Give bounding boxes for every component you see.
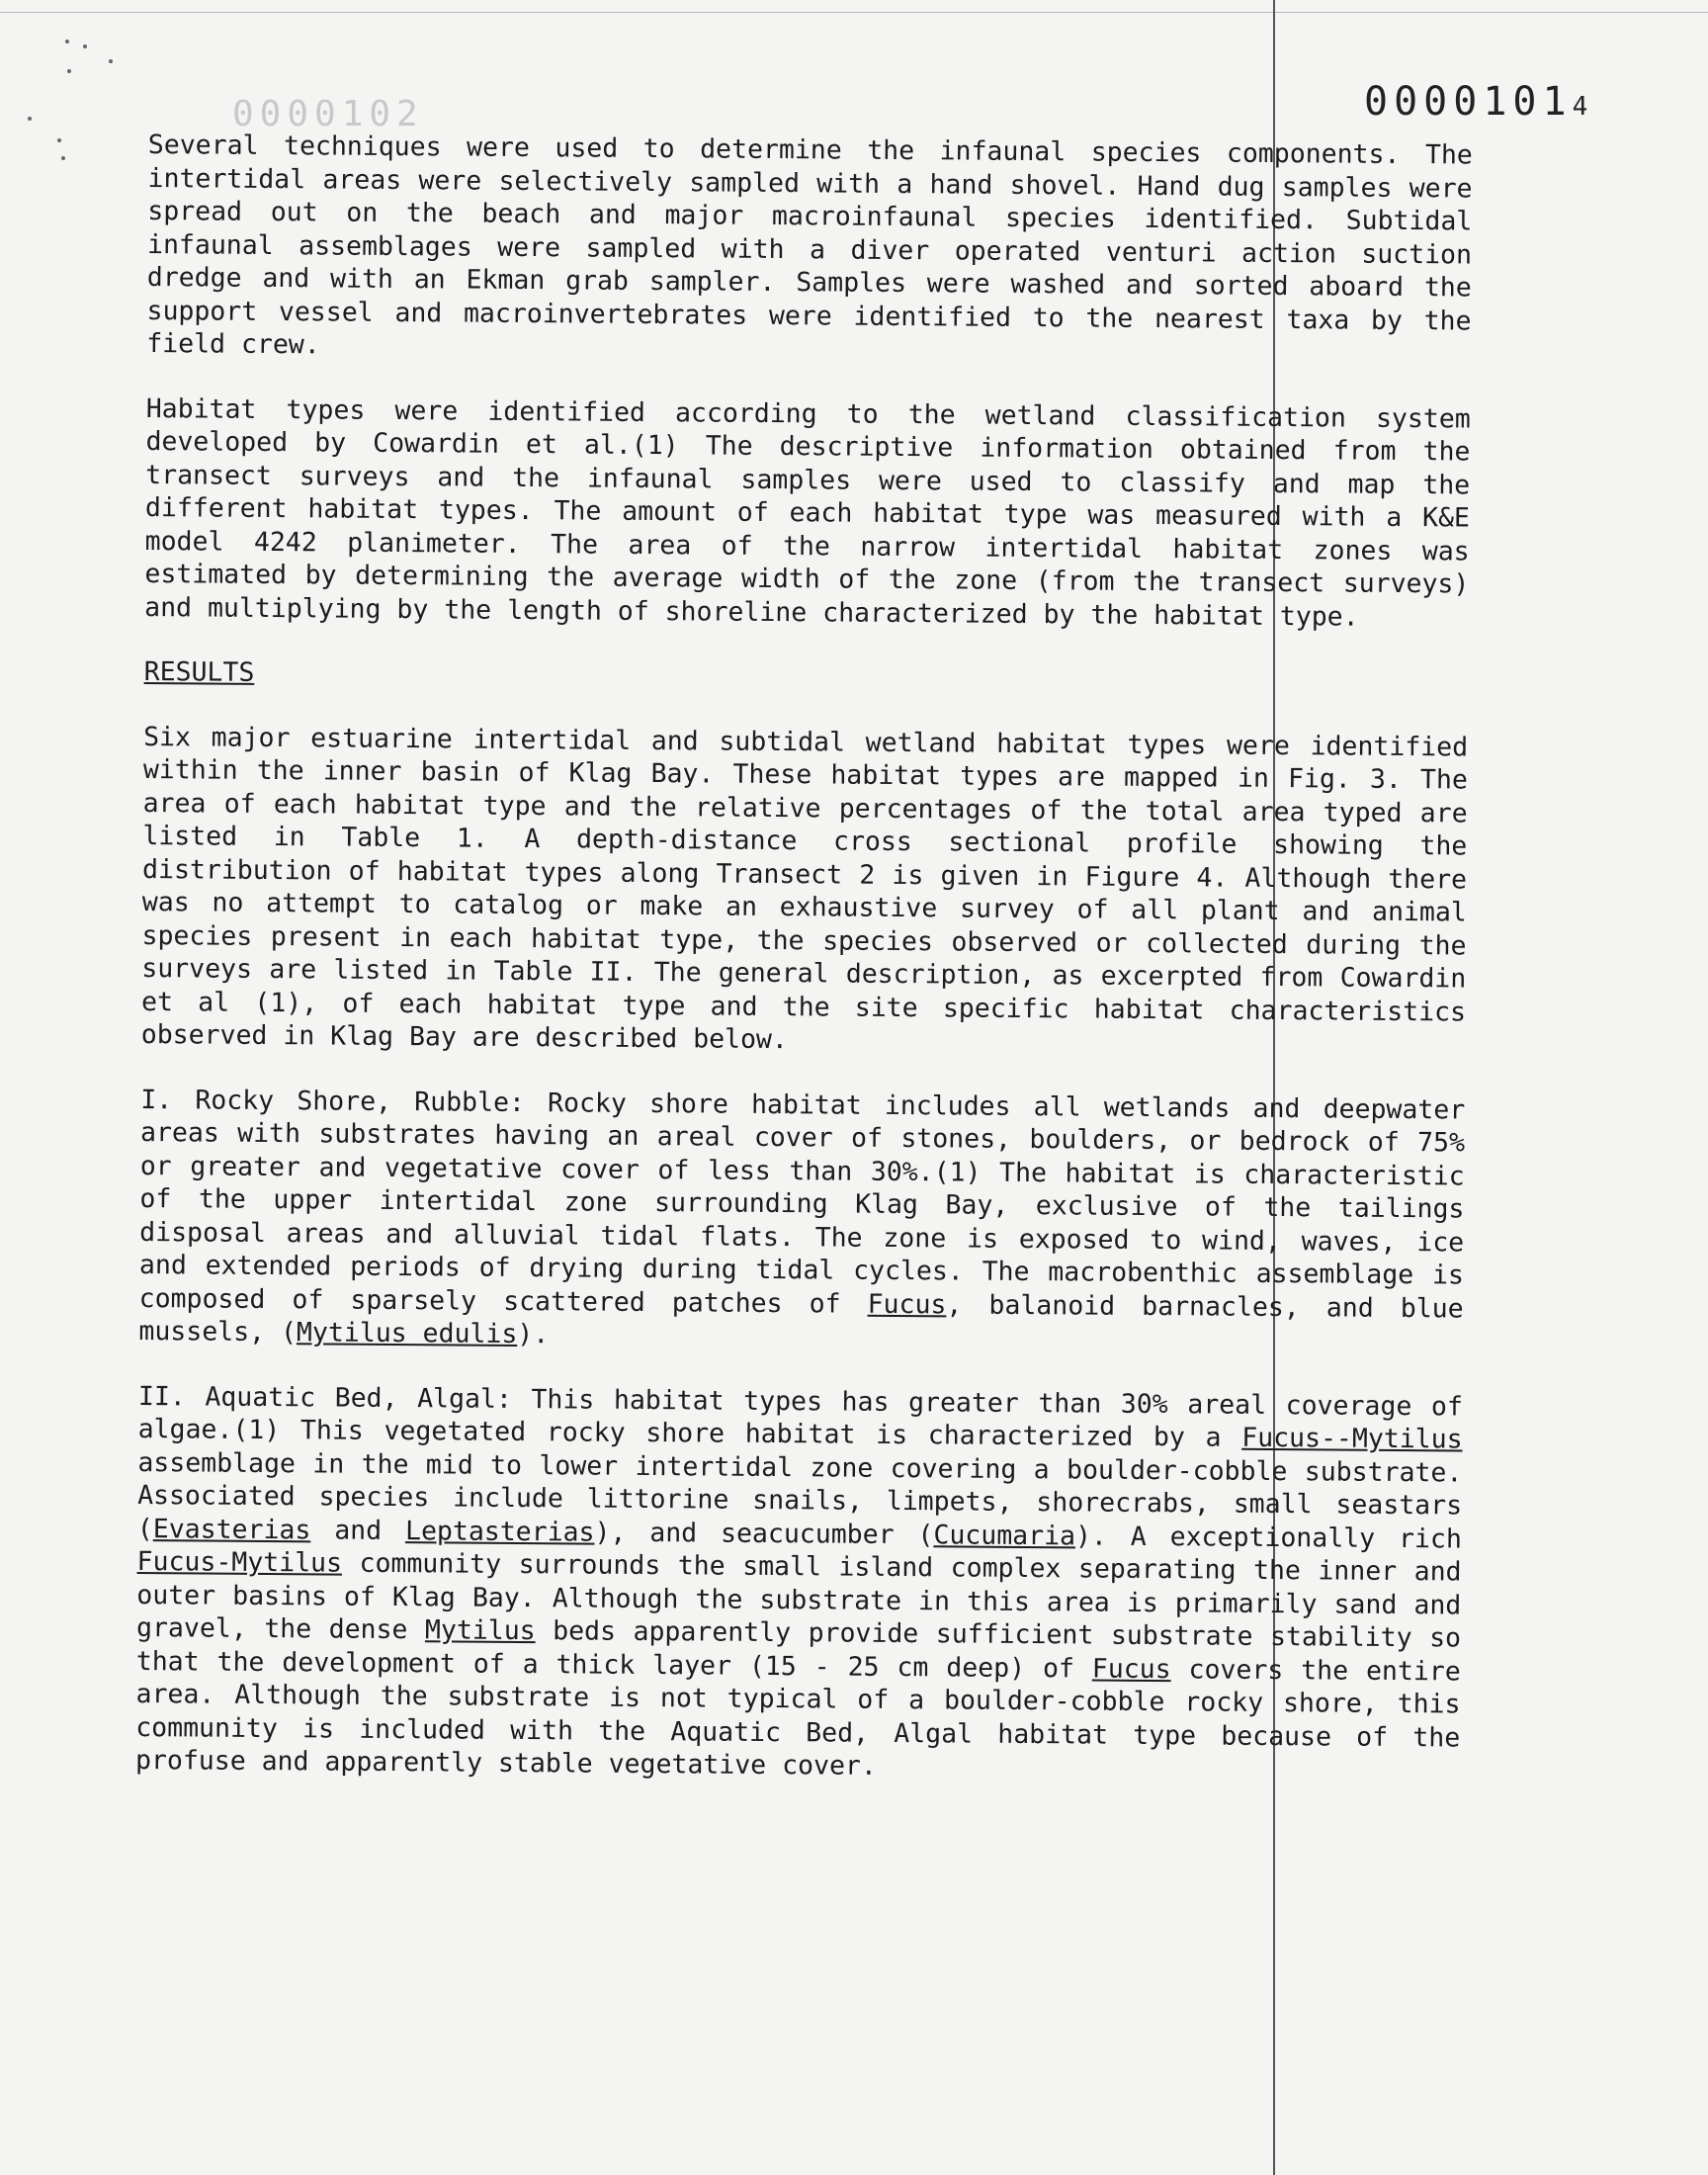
aquatic-bed-text-h: covers the entire area. Although the substrate is not typical of a boulder-cobble rocky shore, this community is included with the Aquatic Bed, Algal habitat type because of the profuse and apparently stable vegetative cover. (134, 1653, 1461, 1782)
species-mytilus: Mytilus (424, 1614, 536, 1647)
species-leptasterias: Leptasterias (404, 1515, 595, 1548)
species-cucumaria: Cucumaria (933, 1519, 1076, 1551)
page-number (1364, 79, 1587, 125)
page-number-main: 0000101 (1364, 79, 1573, 125)
aquatic-bed-text-e: ). A exceptionally rich (1074, 1520, 1462, 1554)
rocky-shore-text-c: ). (517, 1318, 550, 1350)
methods-paragraph-2: Habitat types were identified according to the wetland classification system developed by Cowardin et al.(1) The descriptive information obtained from the transect surveys and the infaunal samples were used to classify and map the different habitat types. The amount of each habitat type was measured with a K&E model 4242 planimeter. The area of the narrow intertidal habitat zones was estimated by determining the average width of the zone (from the transect surveys) and multiplying by the length of shoreline characterized by the habitat type. (144, 392, 1471, 633)
rocky-shore-text-a: I. Rocky Shore, Rubble: Rocky shore habitat includes all wetlands and deepwater areas with substrates having an areal cover of stones, boulders, or bedrock of 75% or greater and vegetative cover of less than 30%.(1) The habitat is characteristic of the upper intertidal zone surrounding Klag Bay, exclusive of the tailings disposal areas and alluvial tidal flats. The zone is exposed to wind, waves, ice and extended periods of drying during tidal cycles. The macrobenthic assemblage is composed of sparsely scattered patches of (138, 1084, 1466, 1320)
aquatic-bed-text-f: community surrounds the small island complex separating the inner and outer basins of Klag Bay. Although the substrate in this area is primarily sand and gravel, the dense (135, 1547, 1462, 1646)
scan-edge-line (0, 12, 1708, 13)
page-number-suffix: 4 (1572, 92, 1588, 122)
aquatic-bed-text-c: and (310, 1514, 406, 1546)
species-evasterias: Evasterias (152, 1513, 311, 1545)
species-fucus-mytilus: Fucus--Mytilus (1241, 1422, 1463, 1455)
aquatic-bed-text-a: II. Aquatic Bed, Algal: This habitat types has greater than 30% areal coverage of algae.(1) This vegetated rocky shore habitat is characterized by a (137, 1380, 1464, 1453)
species-fucus-mytilus-2: Fucus-Mytilus (136, 1545, 343, 1579)
results-heading: RESULTS (143, 655, 255, 688)
aquatic-bed-text-g: beds apparently provide sufficient substrate stability so that the development of a thick layer (15 - 25 cm deep) of (135, 1615, 1462, 1685)
document-body (135, 129, 1473, 1787)
rocky-shore-paragraph (138, 1083, 1465, 1358)
aquatic-bed-text-d: ), and seacucumber ( (594, 1517, 934, 1550)
bleed-through-page-number: 0000102 (232, 94, 424, 134)
species-mytilus-edulis: Mytilus edulis (296, 1317, 518, 1349)
results-paragraph: Six major estuarine intertidal and subtidal wetland habitat types were identified within the inner basin of Klag Bay. These habitat types are mapped in Fig. 3. The area of each habitat type and the relative percentages of the total area typed are listed in Table 1. A depth-distance cross sectional profile showing the distribution of habitat types along Transect 2 is given in Figure 4. Although there was no attempt to catalog or make an exhaustive survey of all plant and animal species present in each habitat type, the species observed or collected during the surveys are listed in Table II. The general description, as excerpted from Cowardin et al (1), of each habitat type and the site specific habitat characteristics observed in Klag Bay are described below. (140, 721, 1469, 1056)
species-fucus-2: Fucus (1091, 1653, 1171, 1685)
species-fucus: Fucus (867, 1288, 947, 1320)
methods-paragraph-1: Several techniques were used to determine the infaunal species components. The intertidal areas were selectively sampled with a hand shovel. Hand dug samples were spread out on the beach and major macroinfaunal species identified. Subtidal infaunal assemblages were sampled with a diver operated venturi action suction dredge and with an Ekman grab sampler. Samples were washed and sorted aboard the support vessel and macroinvertebrates were identified to the nearest taxa by the field crew. (146, 129, 1473, 361)
rocky-shore-text-b: , balanoid barnacles, and blue mussels, ( (138, 1288, 1464, 1348)
aquatic-bed-text-b: assemblage in the mid to lower intertidal zone covering a boulder-cobble substrate. Associated species include littorine snails, limpets, shorecrabs, small seastars ( (136, 1446, 1463, 1544)
aquatic-bed-paragraph (135, 1379, 1463, 1787)
